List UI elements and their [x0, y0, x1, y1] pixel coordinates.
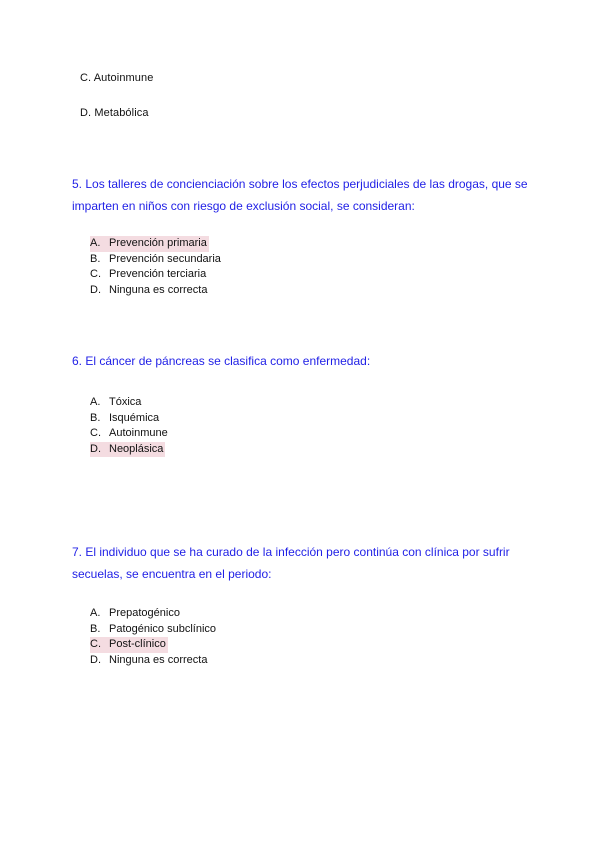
option-label: Isquémica	[109, 411, 160, 424]
option-label: Prevención secundaria	[109, 252, 221, 265]
option-c-previous: C. Autoinmune	[80, 72, 154, 84]
option-highlight: C. Post-clínico	[90, 637, 168, 653]
option-label: Patogénico subclínico	[109, 622, 217, 635]
option-a: A. Prepatogénico	[90, 606, 218, 622]
option-d-previous: D. Metabólica	[80, 107, 149, 119]
question-5-options	[90, 236, 223, 298]
option-c: C. Prevención terciaria	[90, 267, 223, 283]
question-5-text: 5. Los talleres de concienciación sobre los efectos perjudiciales de las drogas, que se imparten en niños con riesgo de exclusión social, se consideran:	[72, 177, 528, 213]
question-7-options	[90, 606, 218, 668]
question-6-text: 6. El cáncer de páncreas se clasifica como enfermedad:	[72, 354, 371, 368]
option-a	[90, 236, 223, 252]
option-a: A. Tóxica	[90, 395, 170, 411]
option-label: Autoinmune	[109, 427, 168, 439]
option-label: Ninguna es correcta	[109, 653, 208, 666]
question-6-options	[90, 395, 170, 457]
option-label: Prevención primaria	[109, 237, 207, 249]
option-c: C. Autoinmune	[90, 426, 170, 442]
question-7-text: 7. El individuo que se ha curado de la infección pero continúa con clínica por sufrir secuelas, se encuentra en el periodo:	[72, 545, 510, 581]
option-b: B. Patogénico subclínico	[90, 622, 218, 638]
option-label: Post-clínico	[109, 638, 166, 650]
option-d: D. Ninguna es correcta	[90, 283, 223, 299]
option-label: Tóxica	[109, 396, 142, 408]
option-d: D. Ninguna es correcta	[90, 653, 218, 669]
option-highlight: D. Neoplásica	[90, 442, 165, 458]
option-d	[90, 442, 170, 458]
option-b: B. Isquémica	[90, 411, 170, 427]
option-b: B. Prevención secundaria	[90, 252, 223, 268]
option-label: Neoplásica	[109, 442, 164, 455]
option-label: Prevención terciaria	[109, 268, 207, 280]
option-c	[90, 637, 218, 653]
option-label: Prepatogénico	[109, 607, 180, 619]
option-highlight: A. Prevención primaria	[90, 236, 209, 252]
option-label: Ninguna es correcta	[109, 283, 208, 296]
